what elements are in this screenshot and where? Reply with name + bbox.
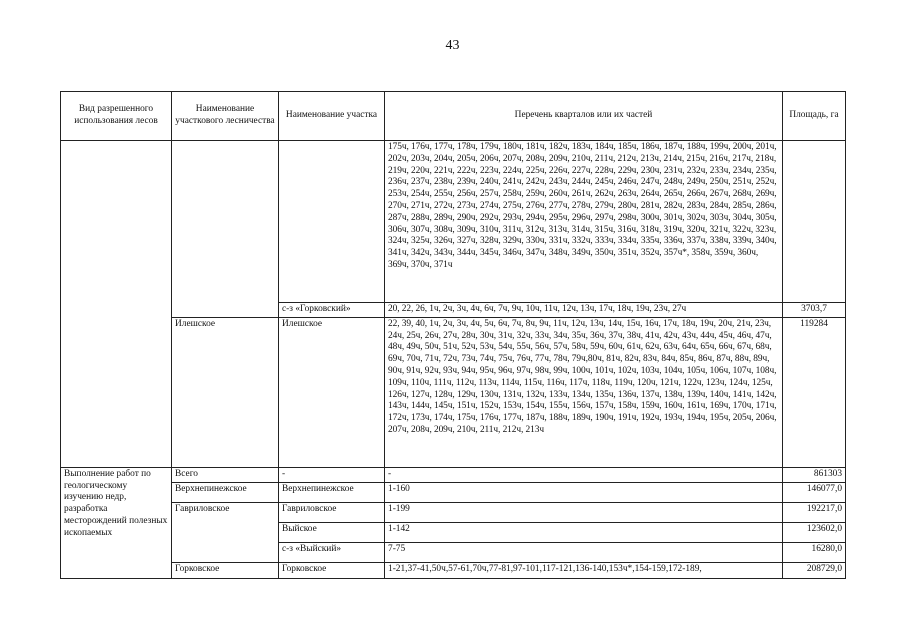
quarters-cell: 7-75 bbox=[385, 542, 783, 562]
section-cell-empty bbox=[279, 141, 385, 303]
table-row bbox=[61, 482, 846, 502]
area-cell: 123602,0 bbox=[783, 522, 846, 542]
page-number: 43 bbox=[445, 38, 460, 53]
quarters-cell: 175ч, 176ч, 177ч, 178ч, 179ч, 180ч, 181ч, 182ч, 183ч, 184ч, 185ч, 186ч, 187ч, 188ч, 199ч, 200ч, 201ч, 202ч, 203ч, 204ч, 205ч, 206ч, 207ч, 208ч, 209ч, 210ч, 211ч, 212ч, 213ч, 214ч, 215ч, 216ч, 217ч, 218ч, 219ч, 220ч, 221ч, 222ч, 223ч, 224ч, 225ч, 226ч, 227ч, 228ч, 229ч, 230ч, 231ч, 232ч, 233ч, 234ч, 235ч, 236ч, 237ч, 238ч, 239ч, 240ч, 241ч, 242ч, 243ч, 244ч, 245ч, 246ч, 247ч, 248ч, 249ч, 250ч, 251ч, 252ч, 253ч, 254ч, 255ч, 256ч, 257ч, 258ч, 259ч, 260ч, 261ч, 262ч, 263ч, 264ч, 265ч, 266ч, 267ч, 268ч, 269ч, 270ч, 271ч, 272ч, 273ч, 274ч, 275ч, 276ч, 277ч, 278ч, 279ч, 280ч, 281ч, 282ч, 283ч, 284ч, 285ч, 286ч, 287ч, 288ч, 289ч, 290ч, 292ч, 293ч, 294ч, 295ч, 296ч, 297ч, 298ч, 300ч, 301ч, 302ч, 303ч, 304ч, 305ч, 306ч, 307ч, 308ч, 309ч, 310ч, 311ч, 312ч, 313ч, 314ч, 315ч, 316ч, 318ч, 319ч, 320ч, 321ч, 322ч, 323ч, 324ч, 325ч, 326ч, 327ч, 328ч, 329ч, 330ч, 331ч, 332ч, 333ч, 334ч, 335ч, 336ч, 337ч, 338ч, 339ч, 340ч, 341ч, 342ч, 343ч, 344ч, 345ч, 346ч, 347ч, 348ч, 349ч, 350ч, 351ч, 352ч, 357ч*, 358ч, 359ч, 360ч, 369ч, 370ч, 371ч bbox=[385, 141, 783, 303]
table-row bbox=[61, 467, 846, 482]
section-cell: - bbox=[279, 467, 385, 482]
table-header-row bbox=[61, 92, 846, 141]
quarters-cell: 20, 22, 26, 1ч, 2ч, 3ч, 4ч, 6ч, 7ч, 9ч, 10ч, 11ч, 12ч, 13ч, 17ч, 18ч, 19ч, 23ч, 27ч bbox=[385, 303, 783, 318]
forestry-cell: Илешское bbox=[172, 317, 279, 467]
forest-use-table bbox=[60, 91, 846, 579]
section-cell: Горковское bbox=[279, 562, 385, 578]
area-cell: 119284 bbox=[783, 317, 846, 467]
header-area: Площадь, га bbox=[783, 92, 846, 141]
quarters-cell: 22, 39, 40, 1ч, 2ч, 3ч, 4ч, 5ч, 6ч, 7ч, 8ч, 9ч, 11ч, 12ч, 13ч, 14ч, 15ч, 16ч, 17ч, 18ч, 19ч, 20ч, 21ч, 23ч, 24ч, 25ч, 26ч, 27ч, 28ч, 30ч, 31ч, 32ч, 33ч, 34ч, 35ч, 36ч, 37ч, 38ч, 41ч, 42ч, 43ч, 44ч, 45ч, 46ч, 47ч, 48ч, 49ч, 50ч, 51ч, 52ч, 53ч, 54ч, 55ч, 56ч, 57ч, 58ч, 59ч, 60ч, 61ч, 62ч, 63ч, 64ч, 65ч, 66ч, 67ч, 68ч, 69ч, 70ч, 71ч, 72ч, 73ч, 74ч, 75ч, 76ч, 77ч, 78ч, 79ч,80ч, 81ч, 82ч, 83ч, 84ч, 85ч, 86ч, 87ч, 88ч, 89ч, 90ч, 91ч, 92ч, 93ч, 94ч, 95ч, 96ч, 97ч, 98ч, 99ч, 100ч, 101ч, 102ч, 103ч, 104ч, 105ч, 106ч, 107ч, 108ч, 109ч, 110ч, 111ч, 112ч, 113ч, 114ч, 115ч, 116ч, 117ч, 118ч, 119ч, 120ч, 121ч, 122ч, 123ч, 124ч, 125ч, 126ч, 127ч, 128ч, 129ч, 130ч, 131ч, 132ч, 133ч, 134ч, 135ч, 136ч, 137ч, 138ч, 139ч, 140ч, 141ч, 142ч, 143ч, 144ч, 145ч, 151ч, 152ч, 153ч, 154ч, 155ч, 156ч, 157ч, 158ч, 159ч, 160ч, 161ч, 169ч, 170ч, 171ч, 172ч, 173ч, 174ч, 175ч, 176ч, 177ч, 187ч, 188ч, 189ч, 190ч, 191ч, 192ч, 193ч, 194ч, 195ч, 205ч, 206ч, 207ч, 208ч, 209ч, 210ч, 211ч, 212ч, 213ч bbox=[385, 317, 783, 467]
section-cell: Гавриловское bbox=[279, 502, 385, 522]
section-cell: Илешское bbox=[279, 317, 385, 467]
use-type-cell: Выполнение работ по геологическому изучению недр, разработка месторождений полезных ископаемых bbox=[61, 467, 172, 578]
area-cell: 192217,0 bbox=[783, 502, 846, 522]
header-section: Наименование участка bbox=[279, 92, 385, 141]
quarters-cell: 1-199 bbox=[385, 502, 783, 522]
table-row bbox=[61, 141, 846, 303]
area-cell-empty bbox=[783, 141, 846, 303]
section-cell: Выйское bbox=[279, 522, 385, 542]
section-cell: с-з «Горковский» bbox=[279, 303, 385, 318]
header-use-type: Вид разрешенного использования лесов bbox=[61, 92, 172, 141]
area-cell: 146077,0 bbox=[783, 482, 846, 502]
area-cell: 208729,0 bbox=[783, 562, 846, 578]
table-row bbox=[61, 502, 846, 522]
section-cell: Верхнепинежское bbox=[279, 482, 385, 502]
section-cell: с-з «Выйский» bbox=[279, 542, 385, 562]
forestry-cell: Горковское bbox=[172, 562, 279, 578]
forestry-cell: Верхнепинежское bbox=[172, 482, 279, 502]
quarters-cell: 1-142 bbox=[385, 522, 783, 542]
area-cell: 16280,0 bbox=[783, 542, 846, 562]
header-quarters: Перечень кварталов или их частей bbox=[385, 92, 783, 141]
area-cell: 3703,7 bbox=[783, 303, 846, 318]
quarters-cell: 1-160 bbox=[385, 482, 783, 502]
area-cell: 861303 bbox=[783, 467, 846, 482]
table-row bbox=[61, 562, 846, 578]
quarters-cell: - bbox=[385, 467, 783, 482]
forestry-cell: Гавриловское bbox=[172, 502, 279, 562]
table-row bbox=[61, 317, 846, 467]
forestry-cell: Всего bbox=[172, 467, 279, 482]
quarters-cell: 1-21,37-41,50ч,57-61,70ч,77-81,97-101,117-121,136-140,153ч*,154-159,172-189, bbox=[385, 562, 783, 578]
forestry-cell-empty bbox=[172, 141, 279, 318]
header-forestry: Наименование участкового лесничества bbox=[172, 92, 279, 141]
use-type-cell-empty bbox=[61, 141, 172, 468]
